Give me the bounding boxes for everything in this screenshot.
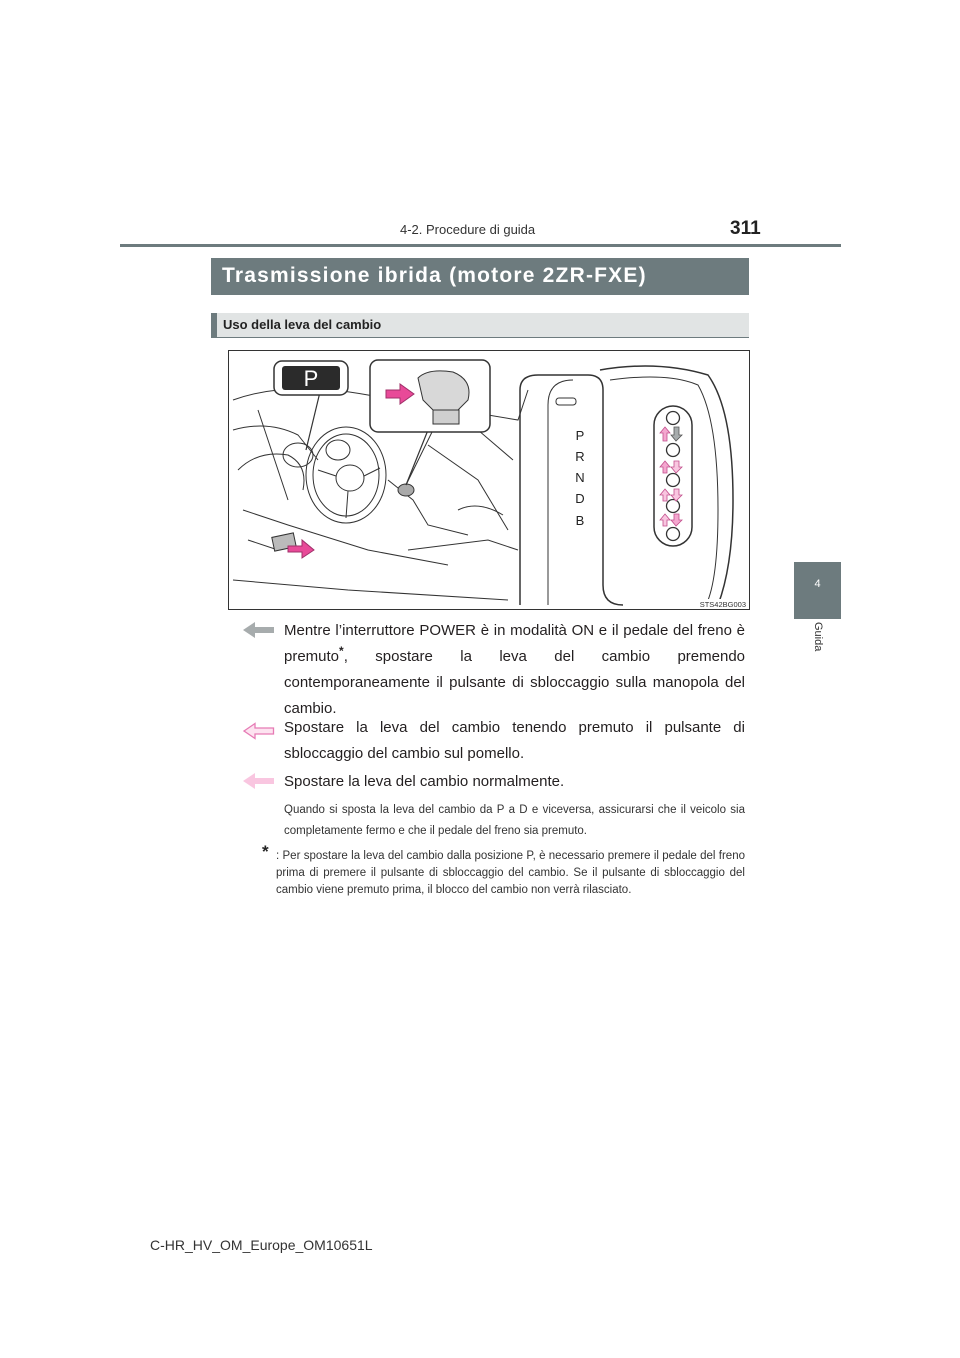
caution-note: Quando si sposta la leva del cambio da P a D e viceversa, assicurarsi che il veicolo sia completamente fermo e che il pedale del freno sia premuto. <box>284 804 745 837</box>
chapter-tab-label: Guida <box>812 622 824 652</box>
gate-letter-p: P <box>575 428 585 443</box>
header-section-title: 4-2. Procedure di guida <box>400 222 536 237</box>
gate-letter-r: R <box>575 449 585 464</box>
instruction-light-pink-arrow: Spostare la leva del cambio normalmente. <box>284 773 565 790</box>
header-rule <box>120 244 841 247</box>
callout-p-letter: P <box>303 366 319 391</box>
gate-letter-d: D <box>575 491 585 506</box>
gate-position-p <box>667 412 680 425</box>
gate-position-d <box>667 500 680 513</box>
light-pink-arrow-icon <box>243 772 275 790</box>
pink-outline-arrow-icon <box>243 722 275 740</box>
gate-letter-n: N <box>575 470 585 485</box>
gray-arrow-icon <box>243 621 275 639</box>
chapter-tab <box>794 562 841 619</box>
footnote-star: * <box>262 842 269 861</box>
gate-letter-b: B <box>575 513 585 528</box>
instruction-gray-arrow <box>284 618 745 722</box>
footnote-marker: * <box>339 644 344 658</box>
subsection-title: Uso della leva del cambio <box>223 317 382 332</box>
gate-position-b <box>667 528 680 541</box>
gate-position-r <box>667 444 680 457</box>
chapter-tab-number: 4 <box>814 578 821 590</box>
instruction-1-text-cont: , spostare la leva del cambio premendo contemporaneamente il pulsante di sbloccaggio sulla manopola del cambio. <box>284 648 745 717</box>
instruction-1-text: Mentre l’interruttore POWER è in modalità ON e il pedale del freno è premuto <box>284 622 745 665</box>
document-code-footer: C-HR_HV_OM_Europe_OM10651L <box>150 1237 373 1253</box>
instruction-pink-outline-arrow: Spostare la leva del cambio tenendo premuto il pulsante di sbloccaggio del cambio sul pomello. <box>284 719 745 762</box>
footnote-text: : Per spostare la leva del cambio dalla posizione P, è necessario premere il pedale del freno prima di premere il pulsante di sbloccaggio del cambio. Se il pulsante di sbloccaggio del cambio viene premuto prima, il blocco del cambio non verrà rilasciato. <box>276 850 745 896</box>
subsection-accent <box>211 313 217 338</box>
section-title: Trasmissione ibrida (motore 2ZR-FXE) <box>222 264 647 287</box>
page-number: 311 <box>730 218 761 239</box>
shift-lever-illustration <box>228 350 750 610</box>
figure-code: STS42BG003 <box>699 600 746 609</box>
gate-position-n <box>667 474 680 487</box>
